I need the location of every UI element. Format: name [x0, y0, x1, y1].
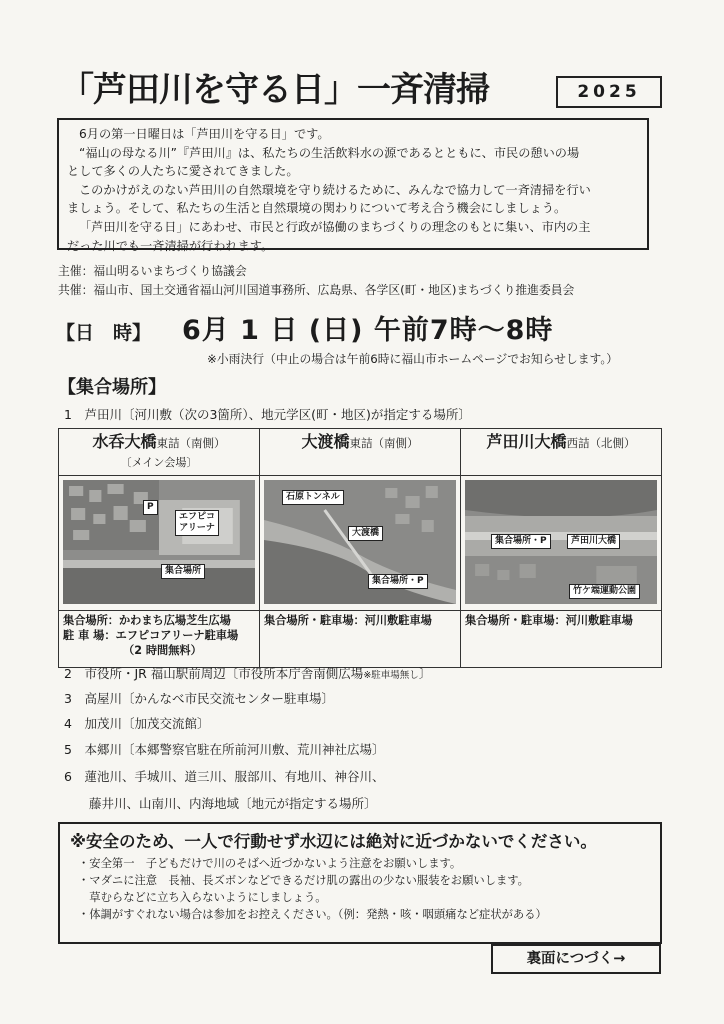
location-item-2: 2 市役所・JR 福山駅前周辺〔市役所本庁舎南側広場※駐車場無し〕	[64, 666, 432, 681]
safety-item: ・マダニに注意 長袖、長ズボンなどできるだけ肌の露出の少ない服装をお願いします。	[78, 874, 529, 887]
bridge-label: 大渡橋	[348, 526, 383, 541]
location-item-1: 1 芦田川〔河川敷（次の3箇所）、地元学区(町・地区)が指定する場所〕	[64, 407, 471, 422]
location-item-6: 6 蓮池川、手城川、道三川、服部川、有地川、神谷川、	[64, 769, 385, 784]
site-header-mizunomi: 水呑大橋東詰（南側） 〔メイン会場〕	[59, 429, 260, 476]
location-item-6-cont: 藤井川、山南川、内海地域〔地元が指定する場所〕	[64, 796, 377, 811]
aerial-photo	[465, 480, 657, 604]
host-line: 主催：福山明るいまちづくり協議会	[58, 264, 247, 278]
site-info-ashidagawa: 集合場所・駐車場：河川敷駐車場	[461, 611, 662, 668]
aerial-photo	[264, 480, 456, 604]
intro-line: だった川でも一斉清掃が行われます。	[67, 238, 274, 253]
site-header-owatari: 大渡橋東詰（南側）	[260, 429, 461, 476]
datetime-label: 【日 時】	[56, 322, 152, 344]
gathering-label: 集合場所	[161, 564, 205, 579]
safety-heading: ※安全のため、一人で行動せず水辺には絶対に近づかないでください。	[70, 832, 597, 851]
cohost-line: 共催：福山市、国土交通省福山河川国道事務所、広島県、各学区(町・地区)まちづくり推進委員会	[58, 283, 575, 297]
arena-label: エフピコ アリーナ	[175, 510, 219, 536]
safety-box	[58, 822, 662, 944]
safety-item: 草むらなどに立ち入らないようにしましょう。	[78, 891, 327, 904]
site-header-ashidagawa: 芦田川大橋西詰（北側）	[461, 429, 662, 476]
parking-label: P	[143, 500, 158, 515]
site-photo-mizunomi	[59, 476, 260, 611]
gathering-label: 集合場所・P	[368, 574, 428, 589]
intro-line: として多くの人たちに愛されてきました。	[67, 164, 299, 179]
intro-line: ましょう。そして、私たちの生活と自然環境の関わりについて考え合う機会にしましょう。	[67, 201, 567, 216]
intro-line: 「芦田川を守る日」にあわせ、市民と行政が協働のまちづくりの理念のもとに集い、市内の主	[79, 219, 591, 234]
main-venue-label: 〔メイン会場〕	[120, 456, 198, 469]
site-info-mizunomi: 集合場所：かわまち広場芝生広場 駐 車 場：エフピコアリーナ駐車場 （2 時間無料）	[59, 611, 260, 668]
assembly-heading: 【集合場所】	[58, 377, 166, 398]
bridge-label: 芦田川大橋	[567, 534, 620, 549]
year-badge: 2025	[556, 76, 662, 108]
site-photo-owatari	[260, 476, 461, 611]
safety-item: ・体調がすぐれない場合は参加をお控えください。（例：発熱・咳・咽頭痛など症状がある）	[78, 908, 547, 921]
intro-box	[57, 118, 649, 253]
site-photo-ashidagawa	[461, 476, 662, 611]
datetime-value: 6月 1 日 (日) 午前7時～8時	[182, 315, 554, 346]
park-label: 竹ケ端運動公園	[569, 584, 640, 599]
intro-line: このかけがえのない芦田川の自然環境を守り続けるために、みんなで協力して一斉清掃を行い	[79, 182, 591, 197]
map-icon	[63, 480, 255, 604]
continue-on-back-label: 裏面につづく→	[491, 944, 661, 974]
tunnel-label: 石原トンネル	[282, 490, 344, 505]
sites-table	[58, 428, 662, 668]
safety-item: ・安全第一 子どもだけで川のそばへ近づかないよう注意をお願いします。	[78, 857, 462, 870]
location-item-5: 5 本郷川〔本郷警察官駐在所前河川敷、荒川神社広場〕	[64, 742, 385, 757]
location-item-3: 3 高屋川〔かんなべ市民交流センター駐車場〕	[64, 691, 334, 706]
datetime-note: ※小雨決行（中止の場合は午前6時に福山市ホームページでお知らせします。）	[207, 352, 619, 366]
aerial-photo	[63, 480, 255, 604]
intro-line: “福山の母なる川”『芦田川』は、私たちの生活飲料水の源であるとともに、市民の憩いの場	[79, 145, 580, 160]
page-title: 「芦田川を守る日」一斉清掃	[60, 70, 489, 110]
gathering-label: 集合場所・P	[491, 534, 551, 549]
site-info-owatari: 集合場所・駐車場：河川敷駐車場	[260, 611, 461, 668]
intro-line: 6月の第一日曜日は「芦田川を守る日」です。	[79, 127, 330, 141]
location-item-4: 4 加茂川〔加茂交流館〕	[64, 716, 210, 731]
